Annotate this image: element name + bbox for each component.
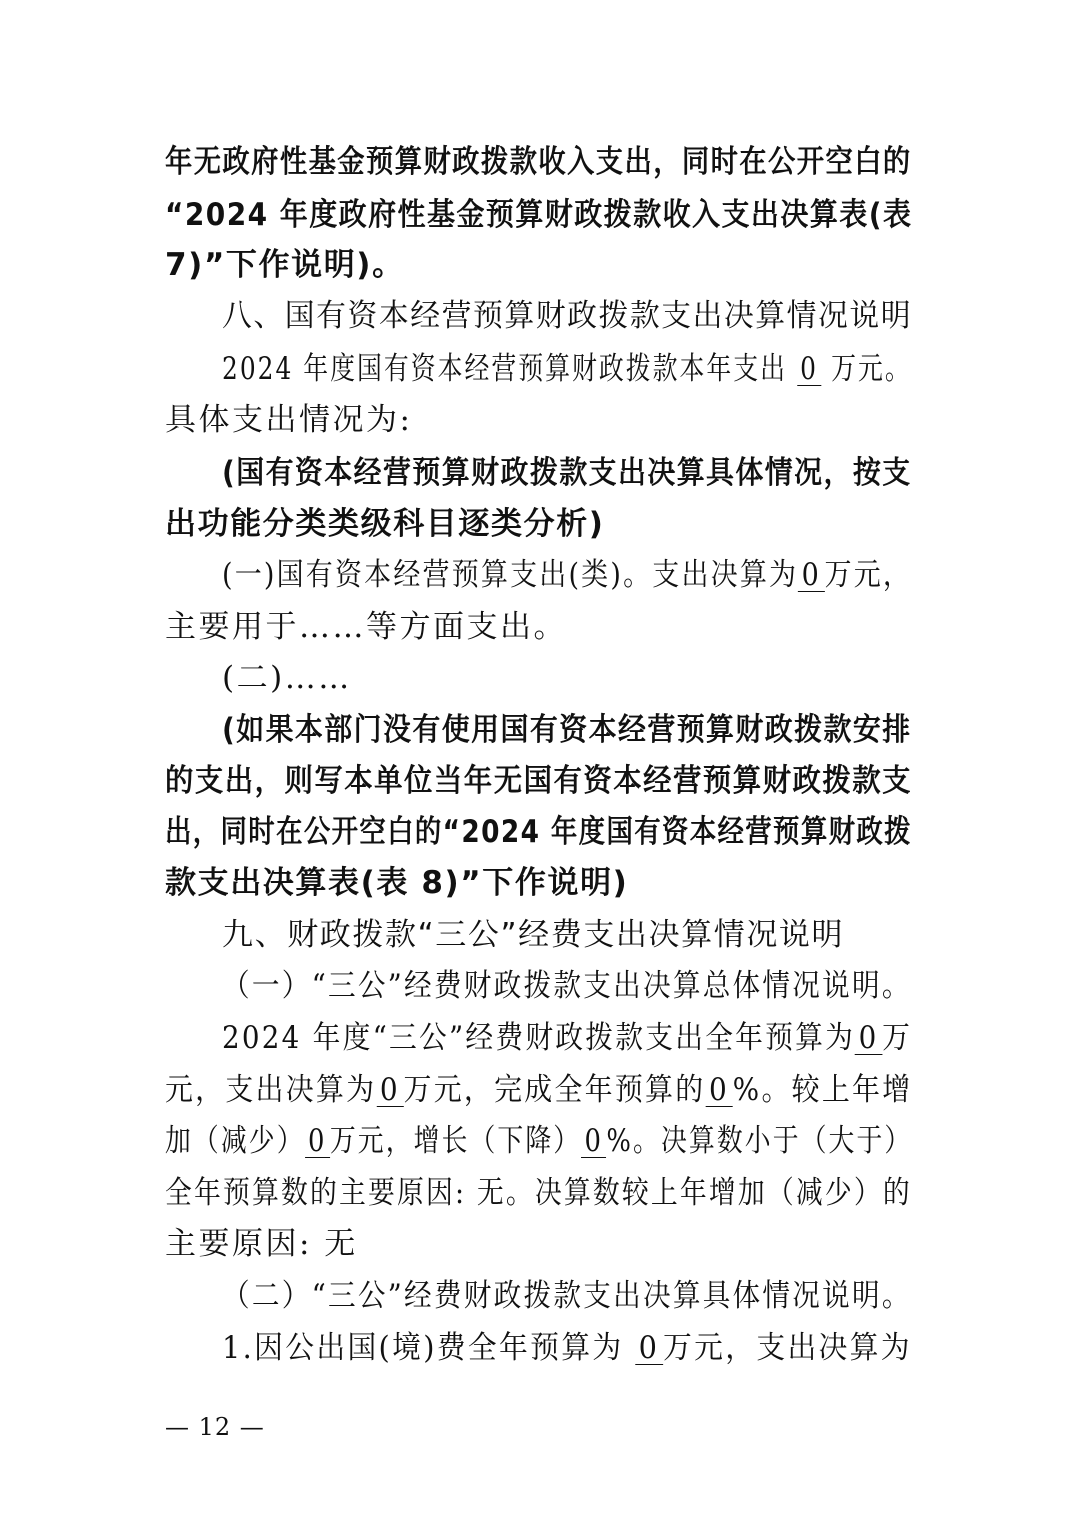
paragraph-line	[222, 658, 352, 698]
text-segment: （一）“三公”经费财政拨款支出决算总体情况说明。	[222, 968, 912, 1004]
amount-value: 0	[797, 353, 821, 386]
text-segment: (二)……	[222, 660, 352, 696]
paragraph-line	[165, 607, 567, 647]
text-segment: （二）“三公”经费财政拨款支出决算具体情况说明。	[222, 1278, 912, 1314]
text-segment: (如果本部门没有使用国有资本经营预算财政拨款安排	[222, 712, 912, 748]
page-number: — 12 —	[165, 1413, 265, 1441]
amount-value: 0	[376, 1074, 403, 1107]
note-text-line	[165, 195, 912, 235]
text-segment: 万元。	[821, 351, 912, 387]
text-segment: 出，同时在公开空白的“2024 年度国有资本经营预算财政拨	[165, 814, 912, 850]
amount-value: 0	[798, 559, 824, 592]
text-segment: 全年预算数的主要原因: 无。决算数较上年增加（减少）的	[165, 1175, 912, 1211]
note-text-line	[165, 504, 605, 544]
paragraph-line	[222, 1328, 912, 1368]
text-segment: 主要用于……等方面支出。	[165, 609, 567, 645]
percent-value: 0	[581, 1125, 606, 1158]
text-segment: 款支出决算表(表 8)”下作说明)	[165, 865, 629, 901]
text-segment: 万元，支出决算为	[663, 1330, 912, 1366]
text-segment: 年无政府性基金预算财政拨款收入支出，同时在公开空白的	[165, 144, 912, 180]
section-heading	[222, 915, 844, 955]
percent-value: 0	[705, 1074, 732, 1107]
note-text-line	[165, 761, 912, 801]
text-segment: “2024 年度政府性基金预算财政拨款收入支出决算表(表	[165, 197, 913, 233]
paragraph-line	[165, 1173, 912, 1213]
paragraph-line	[165, 1070, 912, 1110]
text-segment: 万元，	[824, 557, 913, 593]
text-segment: 万元，增长（下降）	[329, 1123, 582, 1159]
text-segment: 万元，完成全年预算的	[403, 1072, 706, 1108]
text-segment: 元，支出决算为	[165, 1072, 377, 1108]
paragraph-line	[222, 555, 912, 595]
subsection-heading	[222, 1276, 912, 1316]
text-segment: 八、国有资本经营预算财政拨款支出决算情况说明	[222, 298, 913, 334]
paragraph-line	[165, 1121, 912, 1161]
text-segment: 主要原因: 无	[165, 1226, 358, 1262]
note-text-line	[165, 245, 405, 285]
text-segment: 的支出，则写本单位当年无国有资本经营预算财政拨款支	[165, 763, 913, 799]
text-segment: 7)”下作说明)。	[165, 247, 405, 283]
text-segment: 1.因公出国(境)费全年预算为	[222, 1330, 635, 1366]
amount-value: 0	[855, 1022, 882, 1055]
text-segment: (一)国有资本经营预算支出(类)。支出决算为	[222, 557, 799, 593]
paragraph-line	[165, 1224, 358, 1264]
text-segment: 九、财政拨款“三公”经费支出决算情况说明	[222, 917, 845, 953]
text-segment: 具体支出情况为:	[165, 402, 413, 438]
paragraph-line	[165, 400, 412, 440]
text-segment: (国有资本经营预算财政拨款支出决算具体情况，按支	[222, 455, 912, 491]
text-segment: 万	[882, 1020, 913, 1056]
amount-value: 0	[305, 1125, 330, 1158]
subsection-heading	[222, 966, 912, 1006]
note-text-line	[165, 812, 912, 852]
text-segment: %。较上年增	[732, 1072, 913, 1108]
text-segment: %。决算数小于（大于）	[606, 1123, 913, 1159]
note-text-line	[165, 863, 628, 903]
text-segment: 加（减少）	[165, 1123, 305, 1159]
amount-value: 0	[635, 1332, 663, 1365]
paragraph-line	[222, 349, 912, 389]
paragraph-line	[222, 1018, 912, 1058]
text-segment: 出功能分类类级科目逐类分析)	[165, 506, 605, 542]
note-text-line	[222, 710, 912, 750]
text-segment: 2024 年度“三公”经费财政拨款支出全年预算为	[222, 1020, 856, 1056]
text-segment: 2024 年度国有资本经营预算财政拨款本年支出	[222, 351, 797, 387]
section-heading	[222, 296, 912, 336]
note-text-line	[222, 453, 912, 493]
note-text-line	[165, 142, 912, 182]
